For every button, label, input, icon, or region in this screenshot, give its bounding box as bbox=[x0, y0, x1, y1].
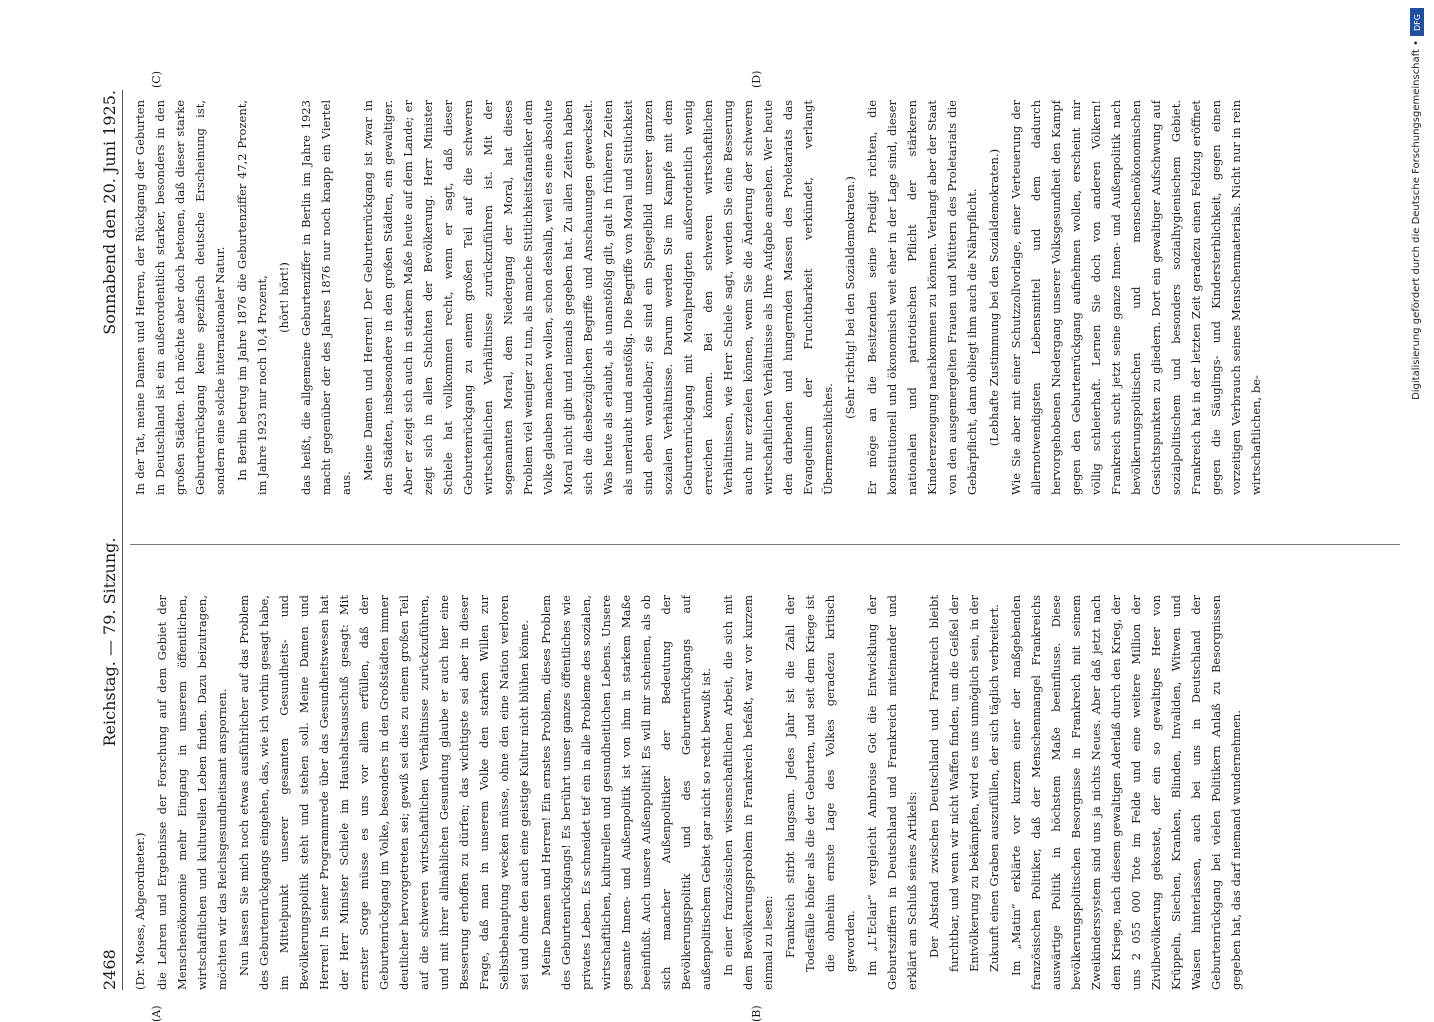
speaker-line: (Dr. Moses, Abgeordneter.) bbox=[133, 832, 147, 990]
column-divider bbox=[130, 544, 1400, 545]
left-paragraph-3: Meine Damen und Herren! Ein ernstes Problem, dieses Problem des Geburtenrückgangs! Es berührt unser ganzes öffentliches wie privates Leben. Es schneidet tief ein in alle Probleme des sozialen, wirtschaftlichen, kulturellen und gesundheitlichen Lebens. Unsere gesamte Innen- und Außenpolitik ist von ihm in starkem Maße beeinflußt. Auch unsere Außenpolitik! Es will mir scheinen, als ob sich mancher Außenpolitiker der Bedeutung der Bevölkerungspolitik und des Geburtenrückgangs auf außenpolitischem Gebiet gar nicht so recht bewußt ist. bbox=[539, 595, 713, 990]
page-number: 2468 bbox=[99, 949, 119, 990]
interjection-3: (Lebhafte Zustimmung bei den Sozialdemokraten.) bbox=[987, 148, 1001, 447]
digitization-credit: Digitalisierung gefördert durch die Deutsche Forschungsgemeinschaft • bbox=[1411, 40, 1422, 400]
right-paragraph-4: Meine Damen und Herren! Der Geburtenrückgang ist zwar in den Städten, insbesondere in den großen Städten, ein gewaltiger. Aber er zeigt sich auch in starkem Maße heute auf dem Lande; er zeigt sich in allen Schichten der Bevölkerung. Herr Minister Schiele hat vollkommen recht, wenn er sagt, daß dieser Geburtenrückgang zu einem großen Teil auf die schweren wirtschaftlichen Verhältnisse zurückzuführen ist. Mit der sogenannten Moral, dem Niedergang der Moral, hat dieses Problem viel weniger zu tun, als manche Sittlichkeitsfanatiker dem Volke glauben machen wollen, schon deshalb, weil es eine absolute Moral nicht gibt und niemals gegeben hat. Zu allen Zeiten haben sich die diesbezüglichen Begriffe und Anschauungen geweckselt. Was heute als erlaubt, als unanstößig gilt, galt in früheren Zeiten als unerlaubt und anstößig. Die Begriffe von Moral und Sittlichkeit sind eben wandelbar; sie sind ein Spiegelbild unserer ganzen sozialen Verhältnisse. Darum werden Sie im Kampfe mit dem Geburtenrückgang mit Moralpredigten außerordentlich wenig erreichen können. Bei den schweren wirtschaftlichen Verhältnissen, wie Herr Schiele sagt, werden Sie eine Besserung auch nur erzielen können, wenn Sie die Änderung der schweren wirtschaftlichen Verhältnisse als Ihre Aufgabe ansehen. Wer heute den darbenden und hungernden Massen des Proletariats das Evangelium der Fruchtbarkeit verkündet, verlangt Übermenschliches. bbox=[361, 100, 835, 495]
right-paragraph-1: In der Tat, meine Damen und Herren, der Rückgang der Geburten in Deutschland ist ein außerordentlich starker, besonders in den großen Städten. Ich möchte aber doch betonen, daß dieser starke Geburtenrückgang keine spezifisch deutsche Erscheinung ist, sondern eine solche internationaler Natur. bbox=[133, 100, 227, 495]
left-paragraph-6: Im „Matin“ erklärte vor kurzem einer der maßgebenden französischen Politiker, daß der Menschenmangel Frankreichs auswärtige Politik in höchstem Maße beeinflusse. Diese bevölkerungspolitischen Besorgnisse in Frankreich mit seinem Zweikinderssystem sind uns ja nichts Neues. Aber daß jetzt nach dem Kriege, nach diesem gewaltigen Aderlaß durch den Krieg, der uns 2 055 000 Tote im Felde und eine weitere Million der Zivilbevölkerung gekostet, der ein so gewaltiges Heer von Krüppeln, Siechen, Kranken, Blinden, Invaliden, Witwen und Waisen hinterlassen, auch bei uns in Deutschland der Geburtenrückgang bei vielen Politikern Anlaß zu Besorgnissen gegeben hat, das darf niemand wundernehmen. bbox=[1009, 595, 1243, 990]
header-right-title: Sonnabend den 20. Juni 1925. bbox=[99, 90, 119, 335]
margin-letter-b: (B) bbox=[750, 1005, 763, 1022]
left-quote-2: Der Abstand zwischen Deutschland und Frankreich bleibt furchtbar, und wenn wir nicht Waffen finden, um die Geißel der Entvölkerung zu bekämpfen, wird es uns unmöglich sein, in der Zukunft einen Graben auszufüllen, der sich täglich verbreitert. bbox=[927, 595, 1001, 972]
right-column bbox=[130, 100, 1405, 495]
interjection-1: (hört! hört!) bbox=[277, 262, 291, 333]
left-paragraph-4: In einer französischen wissenschaftlichen Arbeit, die sich mit dem Bevölkerungsproblem in Frankreich befaßt, war vor kurzem einmal zu lesen: bbox=[721, 595, 775, 990]
running-head bbox=[96, 90, 123, 990]
side-strip bbox=[1406, 0, 1430, 1000]
dfg-logo-text: DFG bbox=[1412, 13, 1422, 31]
left-paragraph-1: die Lehren und Ergebnisse der Forschung auf dem Gebiet der Menschenökonomie mehr Eingang in unserem öffentlichen, wirtschaftlichen und kulturellen Leben finden. Dazu beizutragen, möchten wir das Reichsgesundheitsamt anspornen. bbox=[155, 595, 229, 990]
right-paragraph-6: Wie Sie aber mit einer Schutzzollvorlage, einer Verteuerung der allernotwendigsten Lebensmittel und dem dadurch hervorgehobenen Niedergang unserer Volksgesundheit den Kampf gegen den Geburtenrückgang aufnehmen wollen, erscheint mir völlig schleierhaft. Lernen Sie doch von anderen Völkern! Frankreich sucht jetzt seine ganze Innen- und Außenpolitik nach bevölkerungspolitischen und menschenökonomischen Gesichtspunkten zu gliedern. Dort ein gewaltiger Aufschwung auf sozialpolitischem und besonders sozialhygienischem Gebiet. Frankreich hat in der letzten Zeit geradezu einen Feldzug eröffnet gegen die Säuglings- und Kindersterblichkeit, gegen einen vorzeitigen Verbrauch seines Menschenmaterials. Nicht nur in rein wirtschaftlichen, be- bbox=[1009, 100, 1263, 495]
margin-letter-d: (D) bbox=[750, 70, 763, 88]
right-paragraph-2: In Berlin betrug im Jahre 1876 die Geburtenziffer 47,2 Prozent, im Jahre 1923 nur noch 10,4 Prozent, bbox=[235, 100, 269, 495]
interjection-2: (Sehr richtig! bei den Sozialdemokraten.) bbox=[843, 176, 857, 419]
left-column bbox=[130, 595, 1405, 990]
margin-letter-c: (C) bbox=[150, 71, 163, 88]
dfg-logo bbox=[1410, 8, 1424, 36]
left-paragraph-5: Im „L'Eclair“ vergleicht Ambroise Got die Entwicklung der Geburtsziffern in Deutschland und Frankreich miteinander und erklärt am Schluß seines Artikels: bbox=[865, 595, 919, 990]
right-paragraph-5: Er möge an die Besitzenden seine Predigt richten, die konstitutionell und ökonomisch weit eher in der Lage sind, dieser nationalen und patriotischen Pflicht der stärkeren Kindererzeugung nachkommen zu können. Verlangt aber der Staat von den ausgemergelten Frauen und Müttern des Proletariats die Gebärpflicht, dann obliegt ihm auch die Nährpflicht. bbox=[865, 100, 979, 495]
margin-letter-a: (A) bbox=[150, 1005, 163, 1022]
left-quote-1: Frankreich stirbt langsam. Jedes Jahr ist die Zahl der Todesfälle höher als die der Geburten, und seit dem Kriege ist die ohnehin ernste Lage des Volkes geradezu kritisch geworden. bbox=[783, 595, 857, 972]
left-paragraph-2: Nun lassen Sie mich noch etwas ausführlicher auf das Problem des Geburtenrückgangs eingehen, das, wie ich vorhin gesagt habe, im Mittelpunkt unserer gesamten Gesundheits- und Bevölkerungspolitik steht und stehen soll. Meine Damen und Herren! In seiner Programmrede über das Gesundheitswesen hat der Herr Minister Schiele im Haushaltsausschuß gesagt: Mit ernster Sorge müsse es uns vor allem erfüllen, daß der Geburtenrückgang im Volke, besonders in den Großstädten immer deutlicher hervorgetreten sei; gewiß sei dies zu einem großen Teil auf die schweren wirtschaftlichen Verhältnisse zurückzuführen, und mit ihrer allmählichen Gesundung glaube er auch hier eine Besserung erhoffen zu dürfen; das wichtigste sei aber in dieser Frage, daß man in unserem Volke den starken Willen zur Selbstbehauptung wecken müsse, ohne den eine Nation verloren sei und ohne den auch eine geistige Kultur nicht blühen könne. bbox=[237, 595, 531, 990]
right-paragraph-3: das heißt, die allgemeine Geburtenziffer in Berlin im Jahre 1923 macht gegenüber der des Jahres 1876 nur noch knapp ein Viertel aus. bbox=[299, 100, 353, 495]
header-left-title: Reichstag. — 79. Sitzung. bbox=[99, 537, 119, 747]
rotated-document-page bbox=[90, 70, 1420, 1022]
